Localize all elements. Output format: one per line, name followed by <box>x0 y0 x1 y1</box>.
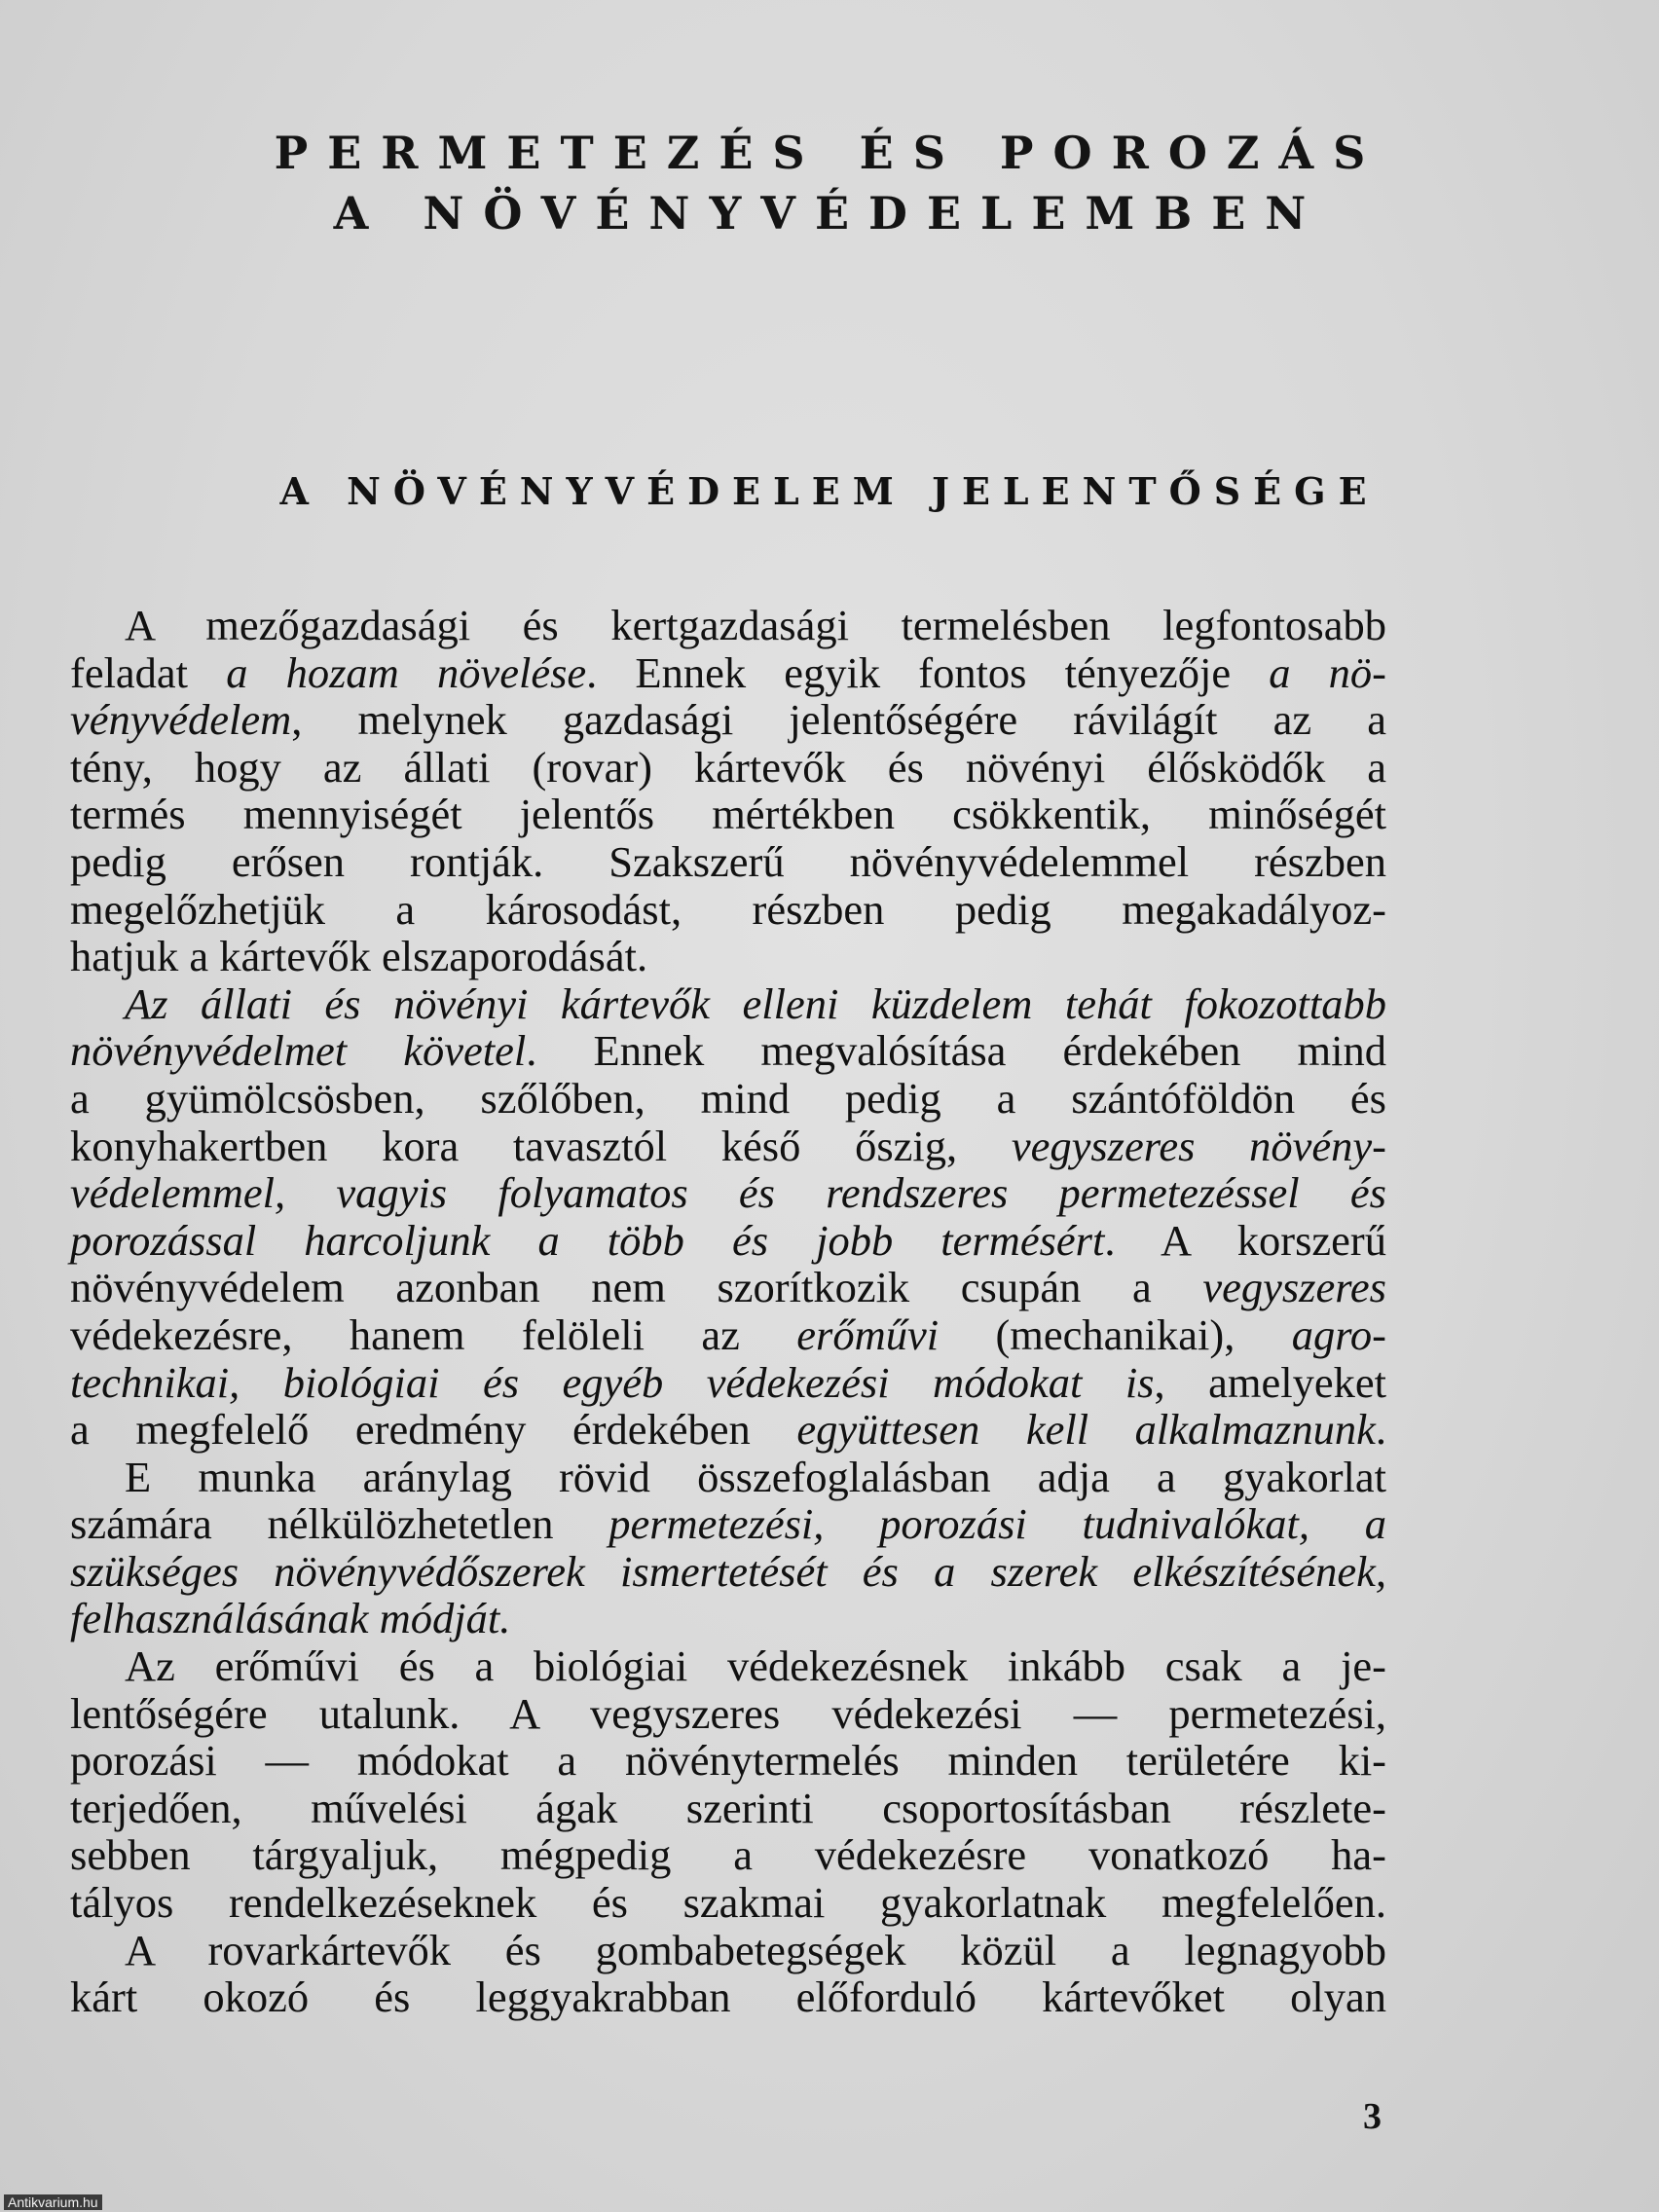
text-line: növényvédelmet követel. Ennek megvalósítása érdekében mind <box>70 1026 1386 1076</box>
text-line: kárt okozó és leggyakrabban előforduló kártevőket olyan <box>70 1972 1386 2022</box>
watermark: Antikvarium.hu <box>4 2194 102 2210</box>
text-line: pedig erősen rontják. Szakszerű növényvédelemmel részben <box>70 836 1386 886</box>
text-line: védelemmel, vagyis folyamatos és rendszeres permetezéssel és <box>70 1168 1386 1218</box>
section-heading: A NÖVÉNYVÉDELEM JELENTŐSÉGE <box>279 469 1380 513</box>
text-line: védekezésre, hanem felöleli az erőművi (mechanikai), agro- <box>70 1309 1386 1359</box>
text-line: felhasználásának módját. <box>70 1594 511 1643</box>
text-line: növényvédelem azonban nem szorítkozik csupán a vegyszeres <box>70 1263 1386 1312</box>
text-line: termés mennyiségét jelentős mértékben csökkentik, minőségét <box>70 790 1386 839</box>
text-line: megelőzhetjük a károsodást, részben pedig megakadályoz- <box>70 884 1386 934</box>
text-line: terjedően, művelési ágak szerinti csoportosításban részlete- <box>70 1783 1386 1832</box>
text-line: vényvédelem, melynek gazdasági jelentőségére rávilágít az a <box>70 695 1386 745</box>
text-line: a megfelelő eredmény érdekében együttesen kell alkalmaznunk. <box>70 1405 1386 1455</box>
text-line: hatjuk a kártevők elszaporodását. <box>70 932 648 981</box>
text-line: E munka aránylag rövid összefoglalásban adja a gyakorlat <box>125 1452 1386 1501</box>
text-line: lentőségére utalunk. A vegyszeres védekezési — permetezési, <box>70 1688 1386 1738</box>
text-line: tályos rendelkezéseknek és szakmai gyakorlatnak megfelelően. <box>70 1878 1386 1928</box>
text-line: technikai, biológiai és egyéb védekezési módokat is, amelyeket <box>70 1357 1386 1407</box>
text-line: A mezőgazdasági és kertgazdasági termelésben legfontosabb <box>125 601 1386 649</box>
chapter-title-line-1: PERMETEZÉS ÉS POROZÁS <box>274 127 1385 179</box>
text-line: sebben tárgyaljuk, mégpedig a védekezésre vonatkozó ha- <box>70 1830 1386 1880</box>
text-line: konyhakertben kora tavasztól késő őszig, vegyszeres növény- <box>70 1121 1386 1170</box>
text-line: feladat a hozam növelése. Ennek egyik fontos tényezője a nö- <box>70 647 1386 697</box>
text-line: a gyümölcsösben, szőlőben, mind pedig a szántóföldön és <box>70 1073 1386 1123</box>
text-line: Az erőművi és a biológiai védekezésnek inkább csak a je- <box>125 1641 1386 1691</box>
text-line: porozással harcoljunk a több és jobb termésért. A korszerű <box>70 1215 1386 1265</box>
chapter-title-line-2: A NÖVÉNYVÉDELEMBEN <box>333 187 1326 240</box>
text-line: tény, hogy az állati (rovar) kártevők és növényi élősködők a <box>70 742 1386 792</box>
text-line: számára nélkülözhetetlen permetezési, porozási tudnivalókat, a <box>70 1499 1386 1549</box>
page-number: 3 <box>1363 2096 1382 2137</box>
body-text <box>70 602 1386 2021</box>
text-line: Az állati és növényi kártevők elleni küzdelem tehát fokozottabb <box>125 978 1386 1028</box>
text-line: szükséges növényvédőszerek ismertetését és a szerek elkészítésének, <box>70 1546 1386 1596</box>
text-line: porozási — módokat a növénytermelés minden területére ki- <box>70 1736 1386 1786</box>
text-line: A rovarkártevők és gombabetegségek közül a legnagyobb <box>125 1925 1386 1974</box>
